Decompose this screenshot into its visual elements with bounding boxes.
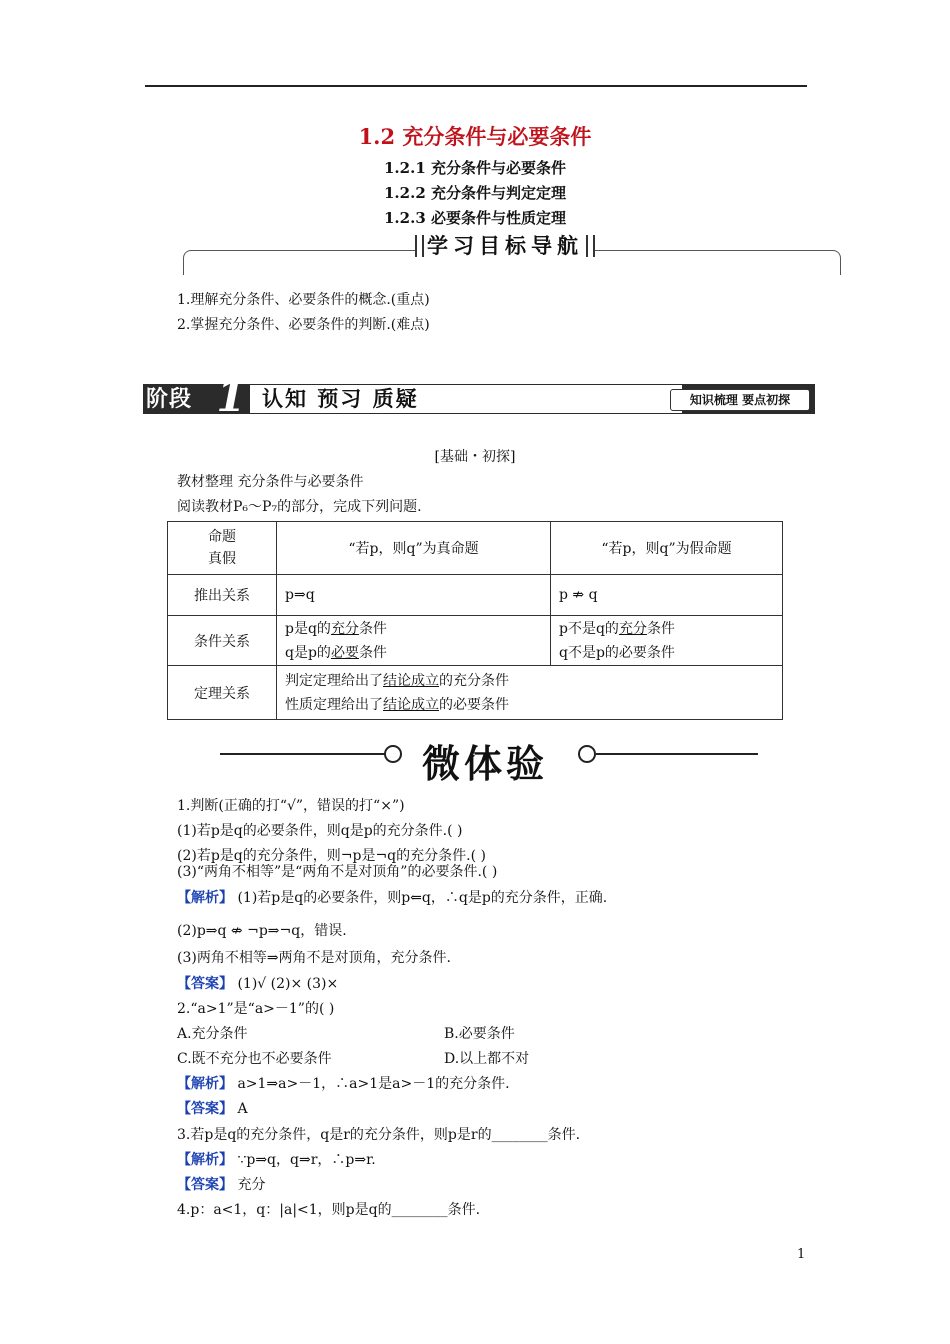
header-rule [145,85,807,87]
answer-text: A [233,1101,248,1117]
objectives-heading: 学习目标导航 [415,231,595,263]
row-label-theorem: 定理关系 [168,666,277,720]
text: 条件 [358,644,387,661]
table-header-false: “若p，则q”为假命题 [551,522,783,575]
condition-false-line-1 [559,617,774,641]
row-label-condition: 条件关系 [168,616,277,666]
explanation-text: a>1⇒a>－1，∴a>1是a>－1的充分条件. [233,1076,510,1092]
option-d: D.以上都不对 [444,1051,530,1067]
theorem-line-2 [285,693,774,717]
option-c: C.既不充分也不必要条件 [177,1051,332,1067]
answer-tag: 【答案】 [177,976,233,992]
underlined-answer: 充分 [618,620,647,637]
explanation-text: ∵p⇒q，q⇒r，∴p⇒r. [233,1152,376,1168]
table-row [168,575,783,616]
explanation-text: (1)若p是q的必要条件，则p⇐q，∴q是p的充分条件，正确. [233,890,608,906]
divider-right-circle [578,745,596,763]
question-3: 3.若p是q的充分条件，q是r的充分条件，则p是r的________条件. [177,1127,581,1143]
material-title: 教材整理 充分条件与必要条件 [177,474,364,490]
text: 条件 [358,620,387,637]
basic-heading: [基础・初探] [434,449,516,465]
text: 性质定理给出了 [285,696,383,713]
explanation-tag: 【解析】 [177,890,233,906]
table-row [168,616,783,666]
underlined-answer: 结论成立 [383,696,439,713]
stage-number: 1 [216,372,246,421]
answer-tag: 【答案】 [177,1101,233,1117]
question-4: 4.p：a<1，q：|a|<1，则p是q的________条件. [177,1202,481,1218]
table-corner [168,522,277,575]
question-1-2: (2)若p是q的充分条件，则¬p是¬q的充分条件.( ) [177,848,486,864]
text: 的必要条件 [439,696,509,713]
text: p不是q的 [559,620,619,637]
stage-prefix: 阶段 [146,386,193,412]
answer-2 [177,1098,248,1118]
text: 条件 [646,620,675,637]
option-b: B.必要条件 [444,1026,515,1042]
cell-implication-false: p ⇏ q [551,575,783,616]
underlined-answer: 必要 [330,644,359,661]
cell-condition-false [551,616,783,666]
reading-instruction: 阅读教材P₆～P₇的部分，完成下列问题. [177,499,422,515]
answer-1-explanation [177,887,607,907]
condition-true-line-1 [285,617,542,641]
answer-3 [177,1174,265,1194]
subsection-title-1: 1.2.1 充分条件与必要条件 [384,159,566,177]
underlined-answer: 结论成立 [383,672,439,689]
explanation-tag: 【解析】 [177,1152,233,1168]
text: 判定定理给出了 [285,672,383,689]
stage-tag: 知识梳理 要点初探 [670,389,810,411]
answer-2-explanation [177,1073,510,1093]
subsection-title-3: 1.2.3 必要条件与性质定理 [384,209,566,227]
answer-text: 充分 [233,1177,266,1193]
text: q是p的 [285,644,331,661]
table-row [168,522,783,575]
cell-condition-true [277,616,551,666]
question-1-3: (3)“两角不相等”是“两角不是对顶角”的必要条件.( ) [177,864,498,880]
answer-1-explanation-2: (2)p⇒q ⇎ ¬p⇒¬q，错误. [177,923,347,939]
condition-true-line-2 [285,641,542,665]
text: p是q的 [285,620,331,637]
question-1-1: (1)若p是q的必要条件，则q是p的充分条件.( ) [177,823,463,839]
table-header-true: “若p，则q”为真命题 [277,522,551,575]
underlined-answer: 充分 [330,620,359,637]
corner-line-1: 命题 [208,529,236,545]
theorem-line-1 [285,669,774,693]
question-2: 2.“a>1”是“a>－1”的( ) [177,1001,335,1017]
concept-table [167,521,783,720]
answer-tag: 【答案】 [177,1177,233,1193]
condition-false-line-2: q不是p的必要条件 [559,644,675,661]
stage-name: 认知 预习 质疑 [250,385,682,413]
answer-text: (1)√ (2)× (3)× [233,976,339,992]
objective-1: 1.理解充分条件、必要条件的概念.(重点) [177,292,430,308]
text: 的充分条件 [439,672,509,689]
answer-1 [177,973,338,993]
option-a: A.充分条件 [177,1026,248,1042]
answer-3-explanation [177,1149,376,1169]
cell-theorem [277,666,783,720]
row-label-implication: 推出关系 [168,575,277,616]
corner-line-2: 真假 [208,551,236,567]
question-1: 1.判断(正确的打“√”，错误的打“×”) [177,798,405,814]
page-number: 1 [797,1247,806,1262]
table-row [168,666,783,720]
objective-2: 2.掌握充分条件、必要条件的判断.(难点) [177,317,430,333]
divider-right [596,753,758,755]
micro-experience-heading: 微体验 [421,741,548,786]
explanation-tag: 【解析】 [177,1076,233,1092]
section-title: 1.2 充分条件与必要条件 [358,124,592,149]
cell-implication-true: p⇒q [277,575,551,616]
divider-left [220,753,385,755]
answer-1-explanation-3: (3)两角不相等⇒两角不是对顶角，充分条件. [177,950,452,966]
subsection-title-2: 1.2.2 充分条件与判定定理 [384,184,566,202]
